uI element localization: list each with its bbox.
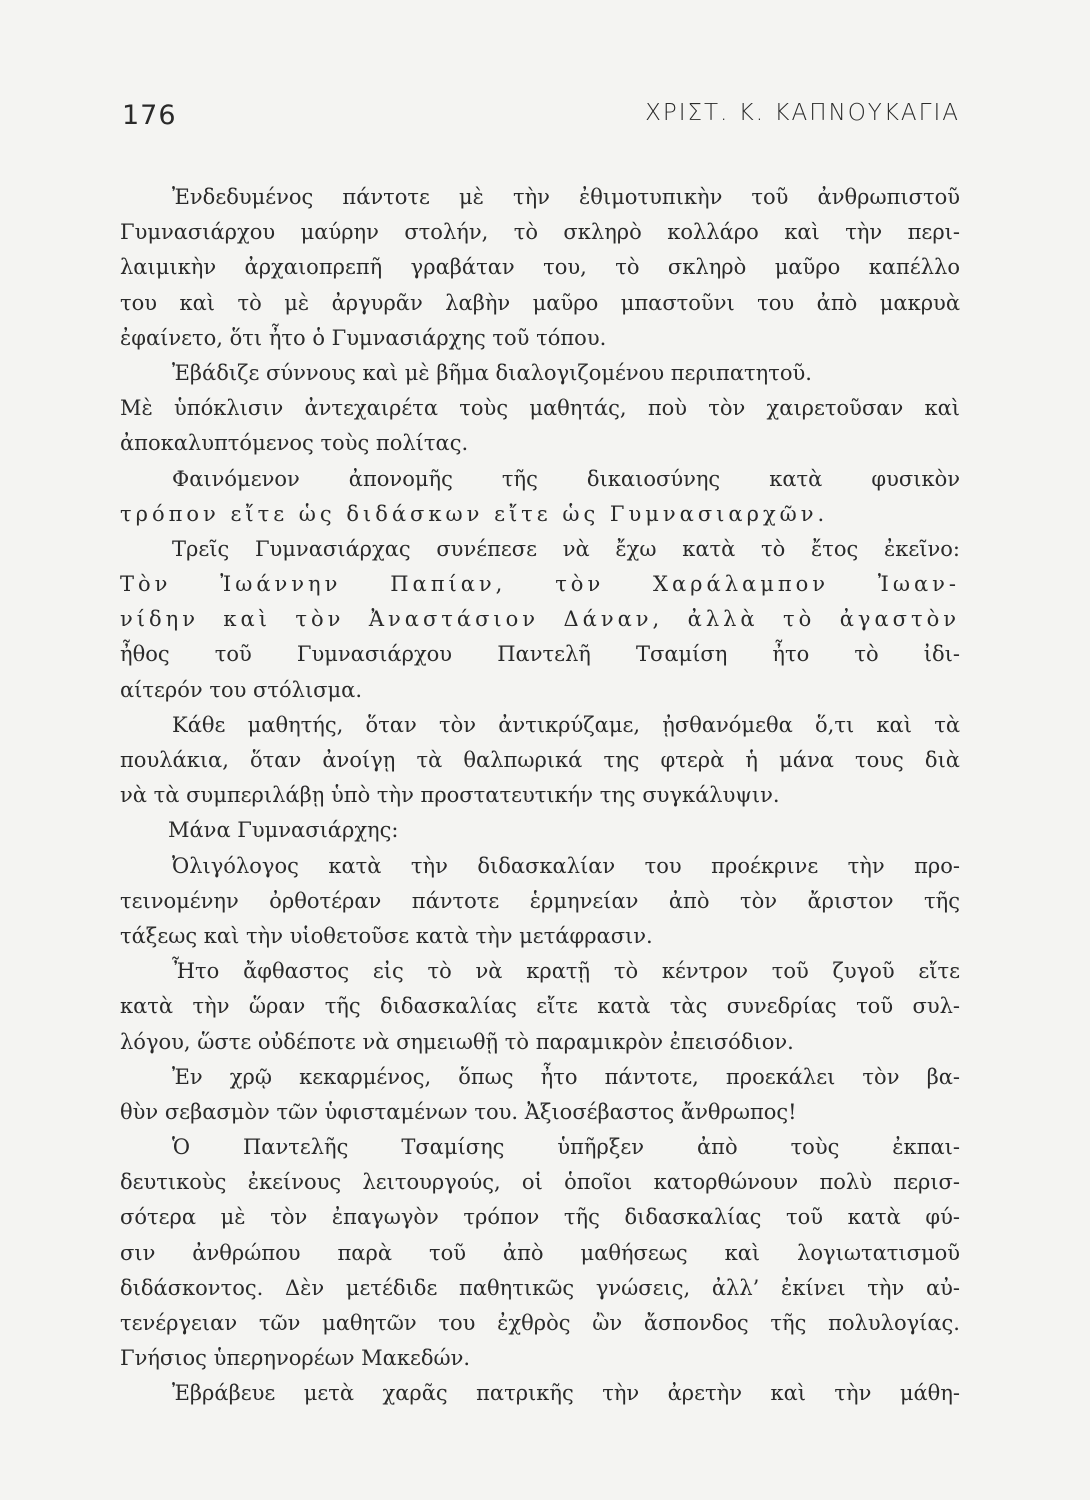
page-number: 176 [122, 100, 177, 131]
text-line: ἦθος τοῦ Γυμνασιάρχου Παντελῆ Τσαμίση ἦτο τὸ ἰδι- [120, 642, 960, 667]
text-line: ἀποκαλυπτόμενος τοὺς πολίτας. [120, 431, 469, 456]
text-line: πουλάκια, ὅταν ἀνοίγῃ τὰ θαλπωρικά της φτερὰ ἡ μάνα τους διὰ [120, 748, 960, 772]
text-line: νὰ τὰ συμπεριλάβῃ ὑπὸ τὴν προστατευτικήν της συγκάλυψιν. [120, 783, 780, 808]
text-line: τρόπον εἴτε ὡς διδάσκων εἴτε ὡς Γυμνασιαρχῶν. [120, 501, 829, 526]
text-line: κατὰ τὴν ὥραν τῆς διδασκαλίας εἴτε κατὰ τὰς συνεδρίας τοῦ συλ- [120, 994, 960, 1019]
text-line: νίδην καὶ τὸν Ἀναστάσιον Δάναν, ἀλλὰ τὸ ἀγαστὸν [120, 607, 960, 632]
text-line: τενέργειαν τῶν μαθητῶν του ἐχθρὸς ὢν ἄσπονδος τῆς πολυλογίας. [120, 1311, 960, 1335]
page-header [122, 100, 960, 140]
text-line: Ὁ Παντελῆς Τσαμίσης ὑπῆρξεν ἀπὸ τοὺς ἐκπαι- [172, 1135, 960, 1160]
running-head: ΧΡΙΣΤ. Κ. ΚΑΠΝΟΥΚΑΓΙΑ [645, 100, 960, 126]
text-line: Ἦτο ἄφθαστος εἰς τὸ νὰ κρατῇ τὸ κέντρον τοῦ ζυγοῦ εἴτε [172, 959, 960, 984]
text-line: δευτικοὺς ἐκείνους λειτουργούς, οἱ ὁποῖοι κατορθώνουν πολὺ περισ- [120, 1170, 960, 1195]
text-line: Ἐβάδιζε σύννους καὶ μὲ βῆμα διαλογιζομένου περιπατητοῦ. [172, 360, 812, 385]
text-line: Κάθε μαθητής, ὅταν τὸν ἀντικρύζαμε, ᾐσθανόμεθα ὅ,τι καὶ τὰ [172, 712, 960, 737]
text-line: λαιμικὴν ἀρχαιοπρεπῆ γραβάταν του, τὸ σκληρὸ μαῦρο καπέλλο [120, 255, 960, 280]
text-line: σιν ἀνθρώπου παρὰ τοῦ ἀπὸ μαθήσεως καὶ λογιωτατισμοῦ [120, 1240, 960, 1265]
text-line: Μὲ ὑπόκλισιν ἀντεχαιρέτα τοὺς μαθητάς, ποὺ τὸν χαιρετοῦσαν καὶ [120, 396, 960, 421]
text-line: του καὶ τὸ μὲ ἀργυρᾶν λαβὴν μαῦρο μπαστοῦνι του ἀπὸ μακρυὰ [120, 290, 960, 315]
text-line: Ἐν χρῷ κεκαρμένος, ὅπως ἦτο πάντοτε, προεκάλει τὸν βα- [172, 1064, 960, 1089]
text-line: σότερα μὲ τὸν ἐπαγωγὸν τρόπον τῆς διδασκαλίας τοῦ κατὰ φύ- [120, 1205, 960, 1230]
text-line: αίτερόν του στόλισμα. [120, 677, 363, 702]
text-line: διδάσκοντος. Δὲν μετέδιδε παθητικῶς γνώσεις, ἀλλ’ ἐκίνει τὴν αὐ- [120, 1275, 960, 1300]
text-line: λόγου, ὥστε οὐδέποτε νὰ σημειωθῇ τὸ παραμικρὸν ἐπεισόδιον. [120, 1029, 794, 1054]
body-text [120, 180, 960, 1412]
text-line: ἐφαίνετο, ὅτι ἦτο ὁ Γυμνασιάρχης τοῦ τόπου. [120, 325, 607, 350]
text-line: Τὸν Ἰωάννην Παπίαν, τὸν Χαράλαμπον Ἰωαν- [120, 572, 960, 597]
text-line: Τρεῖς Γυμνασιάρχας συνέπεσε νὰ ἔχω κατὰ τὸ ἔτος ἐκεῖνο: [172, 536, 960, 561]
text-line: Φαινόμενον ἀπονομῆς τῆς δικαιοσύνης κατὰ φυσικὸν [172, 466, 960, 491]
text-line: Ὀλιγόλογος κατὰ τὴν διδασκαλίαν του προέκρινε τὴν προ- [172, 853, 960, 878]
text-line: τεινομένην ὀρθοτέραν πάντοτε ἑρμηνείαν ἀπὸ τὸν ἄριστον τῆς [120, 888, 960, 913]
text-line: θὺν σεβασμὸν τῶν ὑφισταμένων του. Ἀξιοσέβαστος ἄνθρωπος! [120, 1099, 797, 1124]
text-line: Ἐνδεδυμένος πάντοτε μὲ τὴν ἐθιμοτυπικὴν τοῦ ἀνθρωπιστοῦ [172, 185, 960, 209]
text-line: Γνήσιος ὑπερηνορέων Μακεδών. [120, 1346, 471, 1371]
text-line: τάξεως καὶ τὴν υἱοθετοῦσε κατὰ τὴν μετάφρασιν. [120, 923, 653, 948]
text-line: Γυμνασιάρχου μαύρην στολήν, τὸ σκληρὸ κολλάρο καὶ τὴν περι- [120, 220, 960, 245]
text-line: Ἐβράβευε μετὰ χαρᾶς πατρικῆς τὴν ἀρετὴν καὶ τὴν μάθη- [172, 1381, 960, 1406]
text-line: Μάνα Γυμνασιάρχης: [168, 818, 399, 843]
